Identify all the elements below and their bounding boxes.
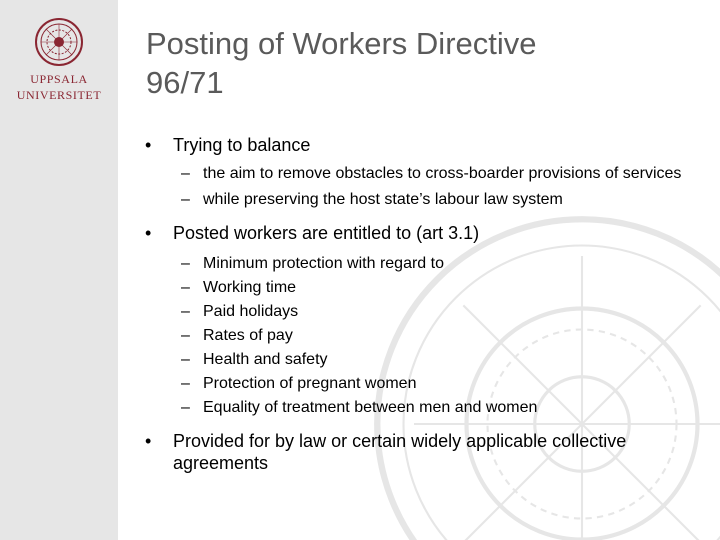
sub-item: – Health and safety bbox=[181, 351, 328, 368]
bullet-1-text: Trying to balance bbox=[173, 135, 311, 155]
sub-item: – Protection of pregnant women bbox=[181, 375, 417, 392]
sub-item: – while preserving the host state’s labour law system bbox=[181, 191, 563, 208]
sub-item-text: the aim to remove obstacles to cross-boarder provisions of services bbox=[203, 165, 682, 182]
title-line-2: 96/71 bbox=[146, 65, 224, 100]
bullet-2-subitems bbox=[145, 252, 705, 420]
sub-item-text: Protection of pregnant women bbox=[203, 375, 417, 392]
sub-item: – Working time bbox=[181, 279, 297, 296]
sub-item-text: Working time bbox=[203, 279, 297, 296]
sub-item-text: Paid holidays bbox=[203, 303, 299, 320]
sub-item: – Equality of treatment between men and women bbox=[181, 399, 538, 416]
slide-title bbox=[146, 24, 686, 102]
sub-item: – the aim to remove obstacles to cross-boarder provisions of services bbox=[181, 165, 682, 182]
sub-item-text: Equality of treatment between men and women bbox=[203, 399, 538, 416]
sub-item-text: Health and safety bbox=[203, 351, 328, 368]
sub-item-text: Rates of pay bbox=[203, 327, 293, 344]
bullet-3-text: Provided for by law or certain widely applicable collective agreements bbox=[173, 431, 627, 473]
university-seal-icon bbox=[34, 17, 84, 67]
sub-item: – Paid holidays bbox=[181, 303, 299, 320]
logo-text-uppsala: UPPSALA bbox=[30, 72, 88, 86]
sub-item: – Minimum protection with regard to bbox=[181, 255, 444, 272]
sub-item-text: Minimum protection with regard to bbox=[203, 255, 444, 272]
logo-text-universitet: UNIVERSITET bbox=[16, 88, 102, 102]
content-body bbox=[145, 134, 705, 482]
bullet-2-text: Posted workers are entitled to (art 3.1) bbox=[173, 223, 480, 243]
bullet-1: • Trying to balance bbox=[145, 135, 311, 155]
bullet-2: • Posted workers are entitled to (art 3.1) bbox=[145, 223, 480, 243]
sub-item-text: while preserving the host state’s labour law system bbox=[203, 191, 563, 208]
title-line-1: Posting of Workers Directive bbox=[146, 26, 537, 61]
bullet-3: • Provided for by law or certain widely applicable collective agreements bbox=[145, 431, 627, 473]
sidebar bbox=[0, 0, 118, 540]
bullet-1-subitems bbox=[145, 164, 705, 212]
sub-item: – Rates of pay bbox=[181, 327, 293, 344]
